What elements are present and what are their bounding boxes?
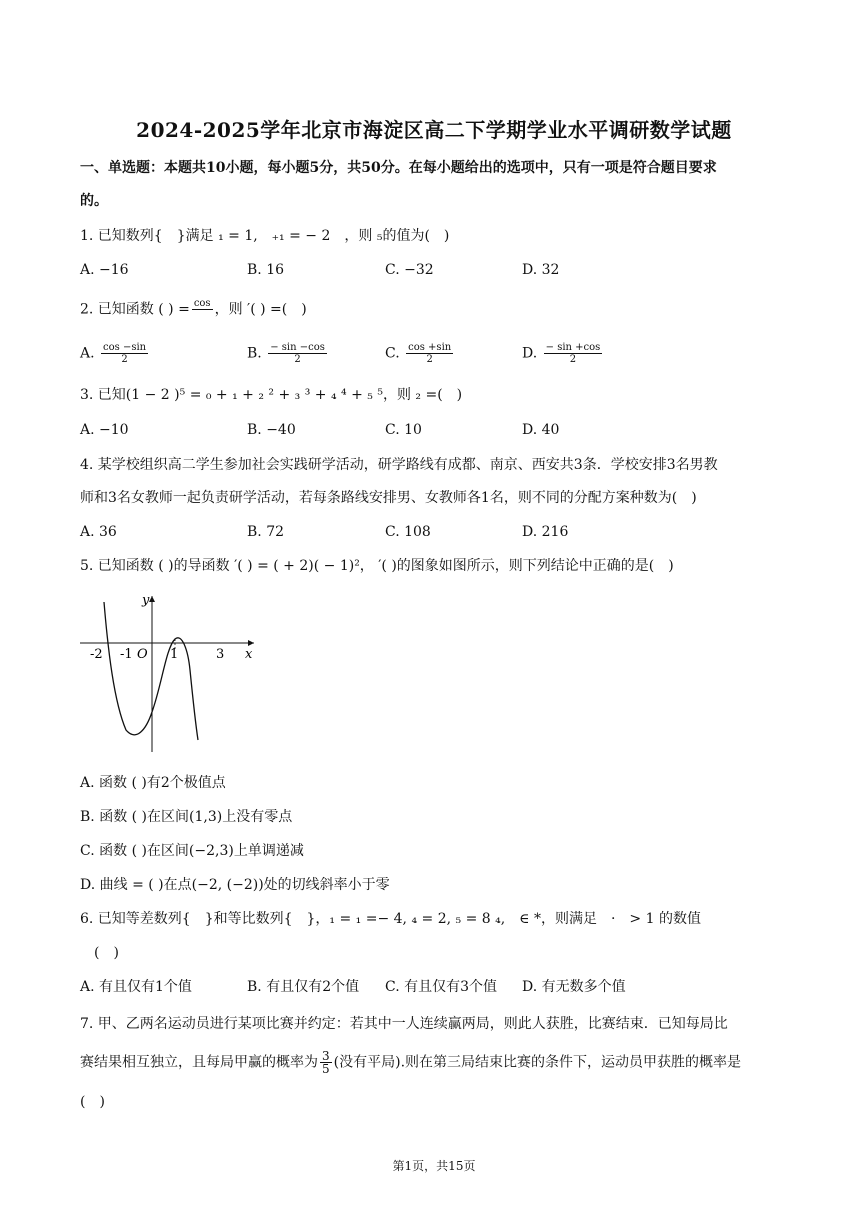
x-axis-label: x xyxy=(245,647,253,662)
q7-line2-pre: 赛结果相互独立，且每局甲赢的概率为 xyxy=(80,1054,318,1071)
q7-line3: ( ) xyxy=(80,1094,105,1110)
q6-line2: ( ) xyxy=(94,945,119,961)
q3-option-a: A. −10 xyxy=(80,422,129,438)
q6-line1: 6. 已知等差数列{ }和等比数列{ }，₁ = ₁ =− 4, ₄ = 2, ₅ = 8 ₄, ∈ *，则满足 · > 1 的数值 xyxy=(80,911,701,927)
page-title: 2024-2025学年北京市海淀区高二下学期学业水平调研数学试题 xyxy=(136,118,732,142)
q2-stem xyxy=(80,298,307,321)
q4-option-a: A. 36 xyxy=(80,524,117,540)
section-heading-line2: 的。 xyxy=(80,193,108,209)
q3-option-d: D. 40 xyxy=(522,422,560,438)
derivative-curve xyxy=(104,602,198,740)
tick-label-neg1: -1 xyxy=(120,647,133,662)
section-heading-line1: 一、单选题：本题共10小题，每小题5分，共50分。在每小题给出的选项中，只有一项是符合题目要求 xyxy=(80,160,717,176)
q7-line2 xyxy=(80,1050,741,1075)
q7-line1: 7. 甲、乙两名运动员进行某项比赛并约定：若其中一人连续赢两局，则此人获胜，比赛结束．已知每局比 xyxy=(80,1016,728,1032)
q4-option-c: C. 108 xyxy=(385,524,431,540)
q4-line1: 4. 某学校组织高二学生参加社会实践研学活动，研学路线有成都、南京、西安共3条．学校安排3名男教 xyxy=(80,457,718,473)
q1-option-c: C. −32 xyxy=(385,262,434,278)
q7-line2-post: (没有平局).则在第三局结束比赛的条件下，运动员甲获胜的概率是 xyxy=(333,1054,742,1071)
origin-label: O xyxy=(137,647,148,662)
q1-stem: 1. 已知数列{ }满足 ₁ = 1, ₊₁ = − 2 ，则 ₅的值为( ) xyxy=(80,228,450,244)
q5-option-d: D. 曲线 = ( )在点(−2, (−2))处的切线斜率小于零 xyxy=(80,877,390,893)
q5-option-c: C. 函数 ( )在区间(−2,3)上单调递减 xyxy=(80,843,304,859)
q1-option-b: B. 16 xyxy=(247,262,285,278)
q7-probability-fraction: $\frac{3}{5}$ xyxy=(322,1049,330,1076)
q3-option-c: C. 10 xyxy=(385,422,422,438)
tick-label-neg2: -2 xyxy=(90,647,103,662)
q3-option-b: B. −40 xyxy=(247,422,296,438)
q5-derivative-graph xyxy=(78,590,260,756)
q6-option-d: D. 有无数多个值 xyxy=(522,979,626,995)
q2-stem-frac-num: cos xyxy=(193,298,211,309)
page-footer: 第1页，共15页 xyxy=(392,1159,476,1173)
q2-option-b: B. $\frac{- \sin -\cos}{2}$ xyxy=(247,342,325,365)
q5-option-b: B. 函数 ( )在区间(1,3)上没有零点 xyxy=(80,809,293,825)
tick-label-3: 3 xyxy=(216,647,225,662)
q2-stem-fraction xyxy=(192,298,213,321)
q5-option-a: A. 函数 ( )有2个极值点 xyxy=(80,775,226,791)
q2-option-d: D. $\frac{- \sin +\cos}{2}$ xyxy=(522,342,601,365)
q2-stem-post: ，则 ′( ) =( ) xyxy=(214,301,307,318)
q6-option-c: C. 有且仅有3个值 xyxy=(385,979,498,995)
q2-option-c: C. $\frac{\cos +\sin}{2}$ xyxy=(385,342,452,365)
q1-option-d: D. 32 xyxy=(522,262,560,278)
y-axis-label: y xyxy=(142,593,150,608)
q2-option-a: A. $\frac{\cos -\sin}{2}$ xyxy=(80,342,147,365)
q1-option-a: A. −16 xyxy=(80,262,129,278)
q4-line2: 师和3名女教师一起负责研学活动，若每条路线安排男、女教师各1名，则不同的分配方案种数为( ) xyxy=(80,490,697,506)
q4-option-d: D. 216 xyxy=(522,524,569,540)
q6-option-b: B. 有且仅有2个值 xyxy=(247,979,360,995)
q4-option-b: B. 72 xyxy=(247,524,285,540)
q6-option-a: A. 有且仅有1个值 xyxy=(80,979,192,995)
q2-stem-pre: 2. 已知函数 ( ) = xyxy=(80,301,190,318)
q3-stem: 3. 已知(1 − 2 )⁵ = ₀ + ₁ + ₂ ² + ₃ ³ + ₄ ⁴ + ₅ ⁵，则 ₂ =( ) xyxy=(80,387,463,403)
q5-stem: 5. 已知函数 ( )的导函数 ′( ) = ( + 2)( − 1)²， ′( )的图象如图所示，则下列结论中正确的是( ) xyxy=(80,558,674,574)
tick-label-1: 1 xyxy=(170,647,179,662)
